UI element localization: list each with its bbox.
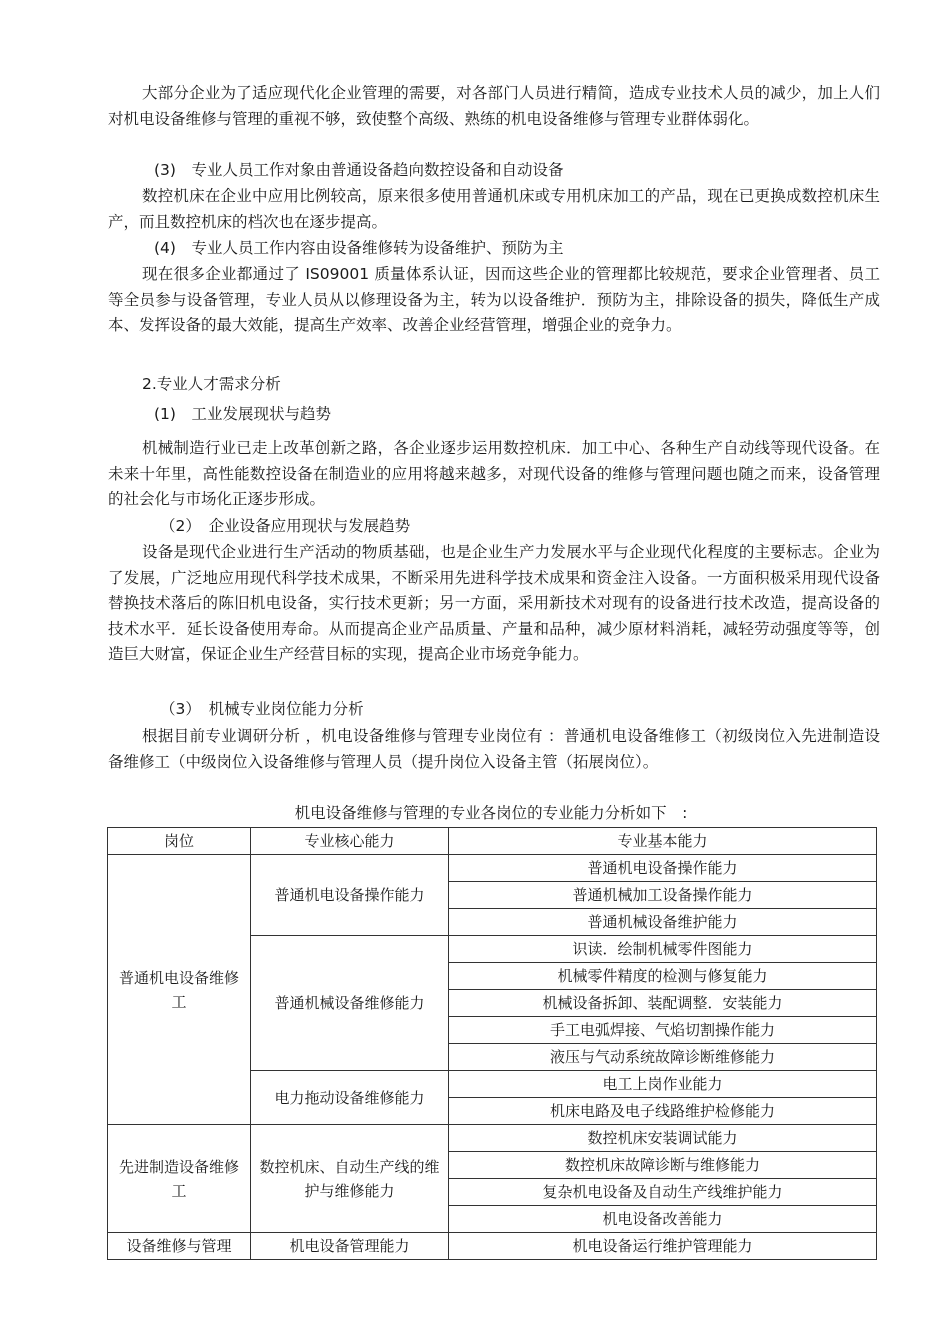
core-ability-cell: 机电设备管理能力: [251, 1233, 449, 1260]
paragraph-equipment-trend: 设备是现代企业进行生产活动的物质基础，也是企业生产力发展水平与企业现代化程度的主要标志。企业为了发展，广泛地应用现代科学技术成果，不断采用先进科学技术成果和资金注入设备。一方面积极采用现代设备替换技术落后的陈旧机电设备，实行技术更新；另一方面，采用新技术对现有的设备进行技术改造，提高设备的技术水平．延长设备使用寿命。从而提高企业产品质量、产量和品种，减少原材料消耗，减轻劳动强度等等，创造巨大财富，保证企业生产经营目标的实现，提高企业市场竞争能力。: [108, 543, 880, 663]
core-ability-cell: 普通机械设备维修能力: [251, 936, 449, 1071]
core-ability-cell: 普通机电设备操作能力: [251, 855, 449, 936]
basic-ability-cell: 识读．绘制机械零件图能力: [449, 936, 877, 963]
post-cell: 设备维修与管理: [108, 1233, 251, 1260]
heading-industry-trend: (1) 工业发展现状与趋势: [154, 405, 331, 423]
paragraph-iso-certification: 现在很多企业都通过了 IS09001 质量体系认证，因而这些企业的管理都比较规范，要求企业管理者、员工等全员参与设备管理，专业人员从以修理设备为主，转为以设备维护．预防为主，排除设备的损失，降低生产成本、发挥设备的最大效能，提高生产效率、改善企业经营管理，增强企业的竞争力。: [108, 265, 880, 334]
post-cell: 普通机电设备维修工: [108, 855, 251, 1125]
basic-ability-cell: 机械设备拆卸、装配调整．安装能力: [449, 990, 877, 1017]
core-ability-cell: 数控机床、自动生产线的维护与维修能力: [251, 1125, 449, 1233]
header-post: 岗位: [108, 828, 251, 855]
basic-ability-cell: 数控机床安装调试能力: [449, 1125, 877, 1152]
basic-ability-cell: 手工电弧焊接、气焰切割操作能力: [449, 1017, 877, 1044]
table-row: [108, 1125, 877, 1152]
basic-ability-cell: 普通机械设备维护能力: [449, 909, 877, 936]
basic-ability-cell: 机床电路及电子线路维护检修能力: [449, 1098, 877, 1125]
heading-item-4: (4) 专业人员工作内容由设备维修转为设备维护、预防为主: [154, 239, 564, 257]
basic-ability-cell: 电工上岗作业能力: [449, 1071, 877, 1098]
heading-equipment-trend: （2） 企业设备应用现状与发展趋势: [160, 517, 411, 535]
table-header-row: [108, 828, 877, 855]
table-row: [108, 1233, 877, 1260]
paragraph-post-ability: 根据目前专业调研分析 ，机电设备维修与管理专业岗位有 ：普通机电设备维修工（初级岗位入先进制造设备维修工（中级岗位入设备维修与管理人员（提升岗位入设备主管（拓展岗位）。: [108, 727, 880, 771]
paragraph-staff-reduction: 大部分企业为了适应现代化企业管理的需要，对各部门人员进行精简，造成专业技术人员的减少，加上人们对机电设备维修与管理的重视不够，致使整个高级、熟练的机电设备维修与管理专业群体弱化。: [108, 84, 880, 128]
header-basic-ability: 专业基本能力: [449, 828, 877, 855]
basic-ability-cell: 机电设备运行维护管理能力: [449, 1233, 877, 1260]
header-core-ability: 专业核心能力: [251, 828, 449, 855]
basic-ability-cell: 液压与气动系统故障诊断维修能力: [449, 1044, 877, 1071]
basic-ability-cell: 机械零件精度的检测与修复能力: [449, 963, 877, 990]
basic-ability-cell: 复杂机电设备及自动生产线维护能力: [449, 1179, 877, 1206]
core-ability-cell: 电力拖动设备维修能力: [251, 1071, 449, 1125]
heading-post-ability: （3） 机械专业岗位能力分析: [160, 700, 364, 718]
paragraph-cnc-usage: 数控机床在企业中应用比例较高，原来很多使用普通机床或专用机床加工的产品，现在已更换成数控机床生产，而且数控机床的档次也在逐步提高。: [108, 187, 880, 231]
ability-table: [107, 827, 877, 1260]
post-cell: 先进制造设备维修工: [108, 1125, 251, 1233]
heading-section-2: 2.专业人才需求分析: [142, 375, 281, 393]
table-row: [108, 855, 877, 882]
basic-ability-cell: 机电设备改善能力: [449, 1206, 877, 1233]
basic-ability-cell: 普通机电设备操作能力: [449, 855, 877, 882]
page-bottom-margin: [0, 1262, 950, 1343]
heading-item-3: (3) 专业人员工作对象由普通设备趋向数控设备和自动设备: [154, 161, 564, 179]
basic-ability-cell: 数控机床故障诊断与维修能力: [449, 1152, 877, 1179]
table-caption: 机电设备维修与管理的专业各岗位的专业能力分析如下 :: [294, 804, 688, 822]
basic-ability-cell: 普通机械加工设备操作能力: [449, 882, 877, 909]
paragraph-industry-trend: 机械制造行业已走上改革创新之路，各企业逐步运用数控机床．加工中心、各种生产自动线等现代设备。在未来十年里，高性能数控设备在制造业的应用将越来越多，对现代设备的维修与管理问题也随之而来，设备管理的社会化与市场化正逐步形成。: [108, 439, 880, 508]
